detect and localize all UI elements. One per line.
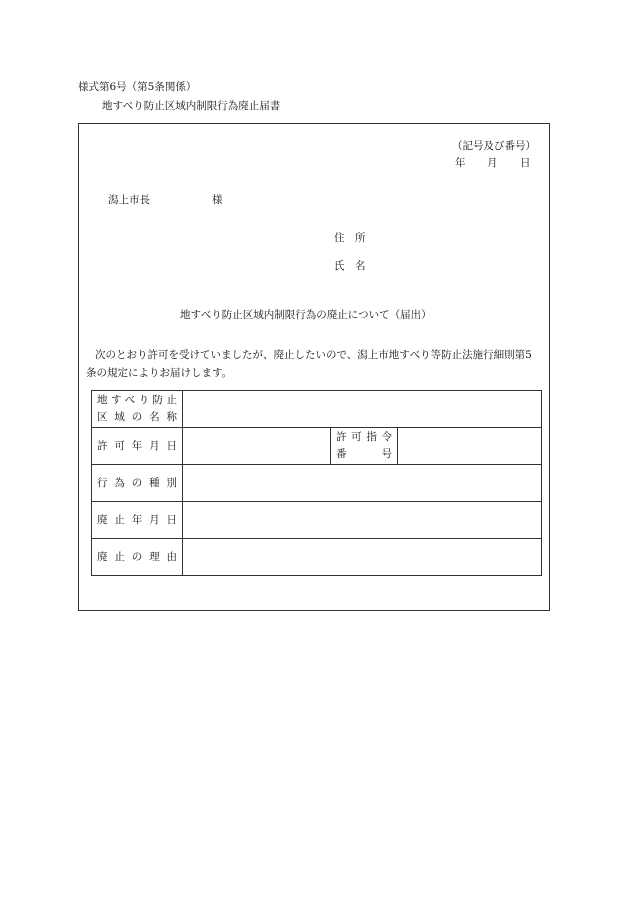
abolish-date-value-cell[interactable] (183, 502, 542, 539)
permit-date-label-cell (92, 428, 183, 465)
date-day-label: 日 (520, 157, 531, 169)
permit-number-value-cell[interactable] (398, 428, 542, 465)
address-label: 住 所 (334, 232, 366, 244)
act-type-label-cell (92, 465, 183, 502)
body-paragraph: 次のとおり許可を受けていましたが、廃止したいので、潟上市地すべり等防止法施行細則第5条の規定によりお届けします。 (86, 349, 532, 379)
permit-number-label-line1: 許可指令 (336, 431, 392, 443)
addressee-name: 潟上市長 (108, 194, 150, 206)
date-year-label: 年 (455, 157, 466, 169)
form-number: 様式第6号（第5条関係） (78, 81, 197, 93)
form-caption: 地すべり防止区域内制限行為廃止届書 (102, 100, 281, 112)
body-text (86, 346, 536, 382)
abolish-reason-label-cell (92, 539, 183, 576)
abolish-date-label: 廃止年月日 (97, 513, 177, 526)
act-type-value-cell[interactable] (183, 465, 542, 502)
area-name-label-line2: 区域の名称 (97, 411, 177, 423)
abolish-reason-label: 廃止の理由 (97, 550, 177, 563)
addressee-honorific: 様 (212, 194, 223, 206)
permit-number-label-cell (331, 428, 398, 465)
reference-number-label: （記号及び番号） (452, 140, 536, 152)
area-name-label-line1: 地すべり防止 (97, 394, 177, 406)
document-title: 地すべり防止区域内制限行為の廃止について（届出） (180, 309, 432, 321)
permit-date-value-cell[interactable] (183, 428, 331, 465)
date-month-label: 月 (487, 157, 498, 169)
name-label: 氏 名 (334, 260, 366, 272)
abolish-reason-value-cell[interactable] (183, 539, 542, 576)
area-name-value-cell[interactable] (183, 391, 542, 428)
notification-table (91, 390, 542, 576)
act-type-label: 行為の種別 (97, 476, 177, 489)
permit-date-label: 許可年月日 (97, 439, 177, 452)
abolish-date-label-cell (92, 502, 183, 539)
permit-number-label-line2: 番 号 (336, 448, 392, 460)
area-name-label-cell (92, 391, 183, 428)
